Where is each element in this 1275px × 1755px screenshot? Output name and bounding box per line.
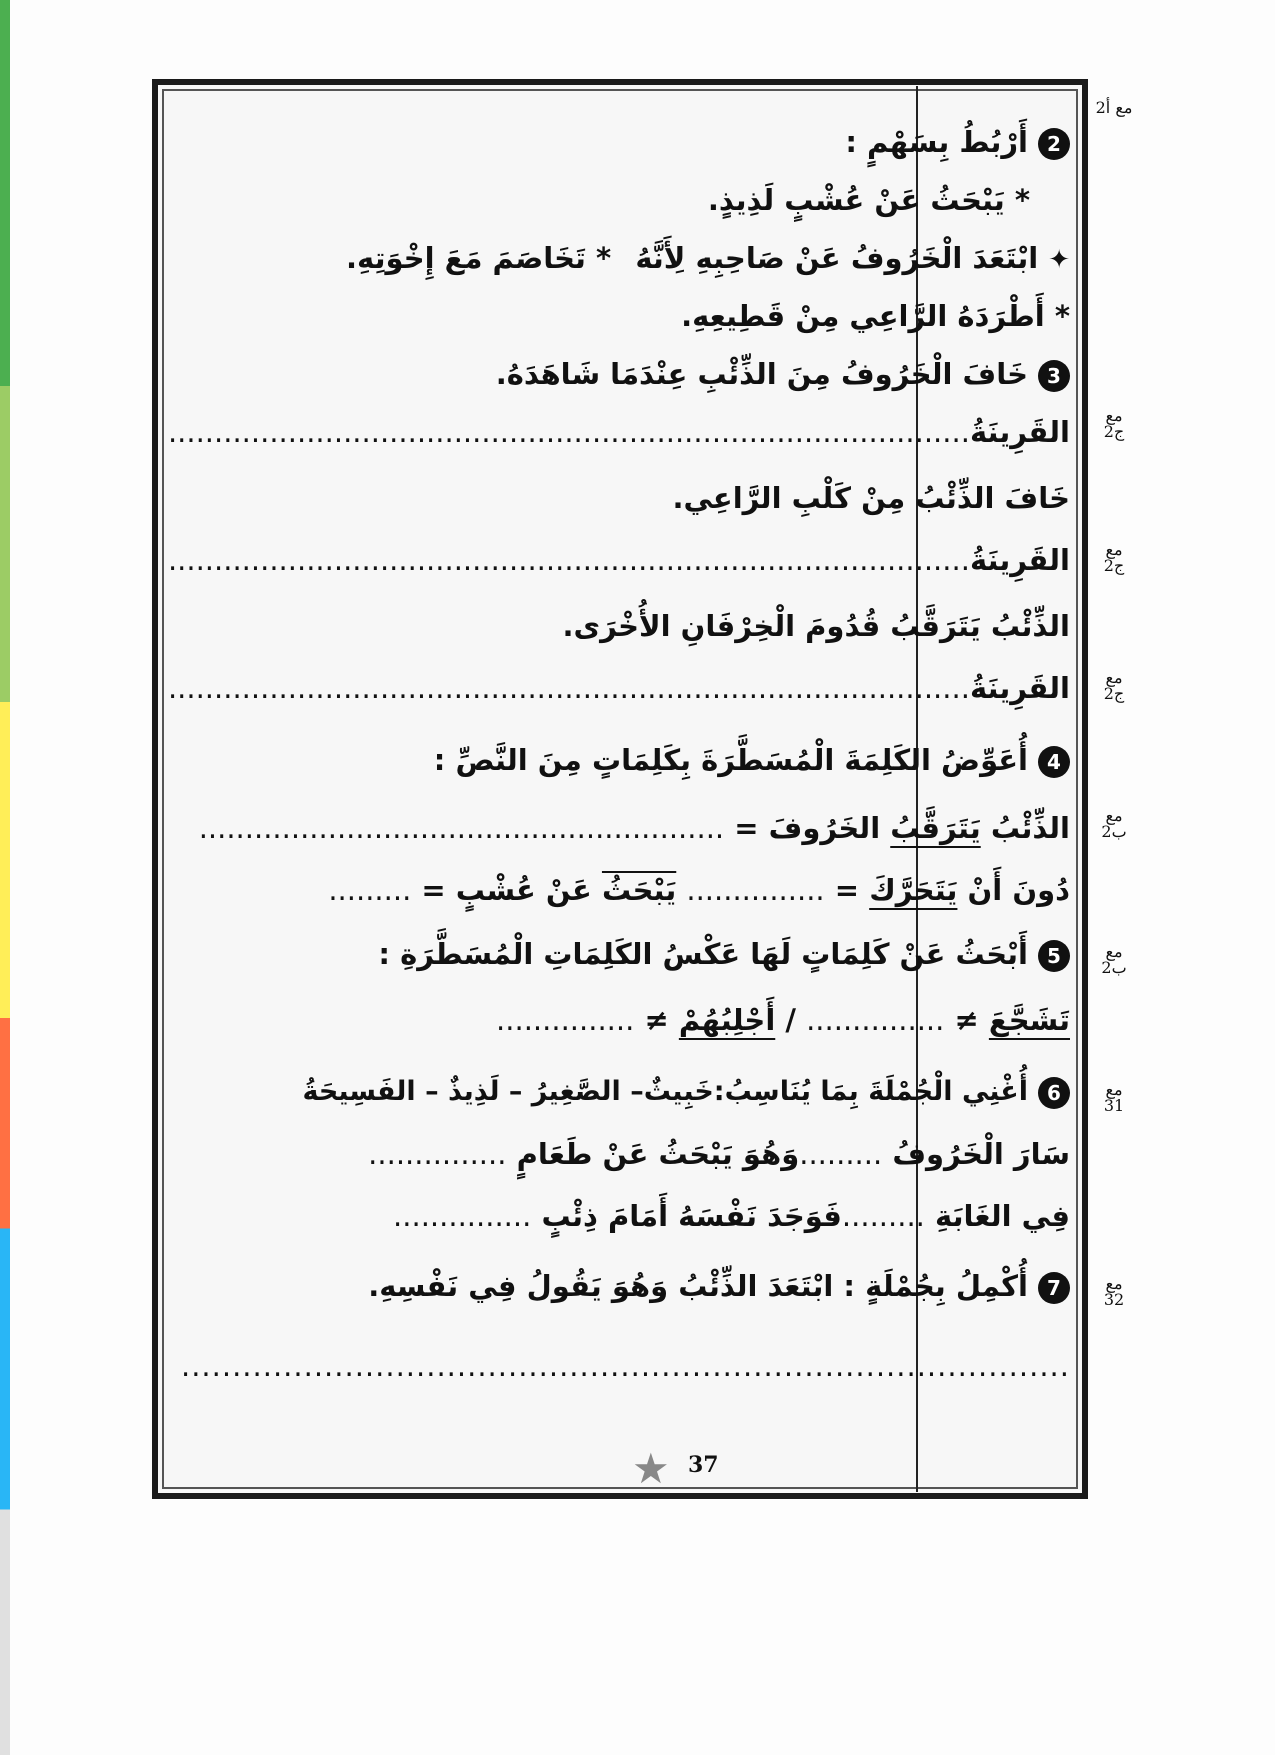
answer-dots[interactable]: ............... <box>686 873 825 907</box>
sentence-word: عَنْ عُشْبٍ = <box>421 873 592 907</box>
margin-code: مع ج2 <box>1103 406 1125 441</box>
answer-dots[interactable]: ......... <box>799 1137 883 1171</box>
answer-dots[interactable]: ......... <box>328 873 412 907</box>
margin-codes <box>1094 92 1134 1492</box>
sentence-text: خَافَ الذِّئْبُ مِنْ كَلْبِ الرَّاعِي. <box>672 481 1070 515</box>
exercise-number-badge: 3 <box>1038 360 1070 392</box>
star-bullet-icon: ✦ <box>1048 245 1070 275</box>
margin-code: مع ب2 <box>1101 942 1127 977</box>
option-text: * يَبْحَثُ عَنْ عُشْبٍ لَذِيذٍ. <box>707 183 1030 217</box>
match-stem: ابْتَعَدَ الْخَرُوفُ عَنْ صَاحِبِهِ لِأَنَّهُ <box>635 241 1039 275</box>
margin-code: مع 32 <box>1103 1274 1125 1309</box>
sentence-text: الذِّئْبُ يَتَرَقَّبُ قُدُومَ الْخِرْفَانِ الأُخْرَى. <box>562 609 1070 643</box>
exercise-3-sentence-2 <box>190 470 1070 526</box>
enrich-row-1[interactable] <box>190 1126 1070 1182</box>
clue-label: القَرِينَةُ <box>969 543 1070 577</box>
sentence-word: الخَرُوفَ = <box>734 811 881 845</box>
clue-label: القَرِينَةُ <box>969 671 1070 705</box>
instruction-text: أُعَوِّضُ الكَلِمَةَ الْمُسَطَّرَةَ بِكَلِمَاتٍ مِنَ النَّصِّ : <box>433 743 1028 777</box>
underlined-word: يَتَحَرَّكَ <box>869 873 958 907</box>
margin-code: مع ب2 <box>1101 806 1127 841</box>
worksheet-content <box>167 92 1070 1472</box>
underlined-word: أَجْلِبُهُمْ <box>678 1003 776 1037</box>
exercise-number-badge: 4 <box>1038 746 1070 778</box>
sentence-text: فَوَجَدَ نَفْسَهُ أَمَامَ ذِئْبٍ <box>541 1199 842 1233</box>
sentence-text: وَهُوَ يَبْحَثُ عَنْ طَعَامٍ <box>516 1137 800 1171</box>
instruction-text: أُغْنِي الْجُمْلَةَ بِمَا يُنَاسِبُ:خَبِيثٌ– الصَّغِيرُ – لَذِيذٌ – الفَسِيحَةُ <box>302 1076 1028 1107</box>
replace-row-1[interactable] <box>190 800 1070 856</box>
clue-row-2[interactable] <box>167 532 1070 588</box>
equals-sign: = <box>834 873 860 907</box>
exercise-number-badge: 2 <box>1038 128 1070 160</box>
answer-dots[interactable]: ............... <box>393 1199 532 1233</box>
answer-dots[interactable]: ....................................................................................... <box>181 1349 1070 1383</box>
match-option-2[interactable]: * تَخَاصَمَ مَعَ إِخْوَتِهِ. <box>346 241 612 275</box>
answer-dots[interactable]: ............... <box>806 1003 945 1037</box>
clue-row-3[interactable] <box>167 660 1070 716</box>
exercise-5-instruction <box>190 926 1070 982</box>
margin-code: مع ج2 <box>1103 540 1125 575</box>
exercise-7-instruction <box>190 1258 1070 1314</box>
answer-dots[interactable]: ............... <box>368 1137 507 1171</box>
antonym-row[interactable] <box>190 992 1070 1048</box>
answer-dots[interactable]: ............... <box>496 1003 635 1037</box>
exercise-number-badge: 6 <box>1038 1077 1070 1109</box>
separator: / <box>785 1003 796 1037</box>
star-mascot-icon: ★ <box>632 1444 670 1493</box>
exercise-6-instruction <box>190 1064 1070 1120</box>
instruction-text: أَبْحَثُ عَنْ كَلِمَاتٍ لَهَا عَكْسُ الكَلِمَاتِ الْمُسَطَّرَةِ : <box>378 937 1028 971</box>
sentence-text: سَارَ الْخَرُوفُ <box>892 1137 1070 1171</box>
page-number: 37 <box>688 1452 719 1478</box>
underlined-word: يَبْحَثُ <box>601 873 677 907</box>
clue-row-1[interactable] <box>167 404 1070 460</box>
sentence-text: فِي الغَابَةِ <box>935 1199 1070 1233</box>
sentence-word: الذِّئْبُ <box>990 811 1070 845</box>
answer-dots[interactable]: ....................................................................................... <box>167 543 970 577</box>
instruction-text: أَرْبُطُ بِسَهْمٍ : <box>845 125 1028 159</box>
exercise-3-sentence-1 <box>190 346 1070 402</box>
enrich-row-2[interactable] <box>190 1188 1070 1244</box>
replace-row-2[interactable] <box>190 862 1070 918</box>
sentence-text: خَافَ الْخَرُوفُ مِنَ الذِّئْبِ عِنْدَمَا شَاهَدَهُ. <box>495 357 1028 391</box>
answer-dots[interactable]: ....................................................................................... <box>167 671 970 705</box>
not-equal-sign: ≠ <box>644 1003 669 1037</box>
exercise-number-badge: 5 <box>1038 940 1070 972</box>
match-option-3[interactable] <box>190 288 1070 344</box>
underlined-word: تَشَجَّعَ <box>988 1003 1070 1037</box>
clue-label: القَرِينَةُ <box>969 415 1070 449</box>
option-text: * أَطْرَدَهُ الرَّاعِي مِنْ قَطِيعِهِ. <box>681 299 1070 333</box>
underlined-word: يَتَرَقَّبُ <box>890 811 981 845</box>
exercise-3-sentence-3 <box>190 598 1070 654</box>
margin-code: مع 31 <box>1103 1080 1125 1115</box>
margin-code: مع ج2 <box>1103 668 1125 703</box>
match-option-1[interactable] <box>190 172 1070 228</box>
exercise-2-instruction <box>190 114 1070 170</box>
margin-code: مع أ2 <box>1095 98 1133 117</box>
not-equal-sign: ≠ <box>954 1003 979 1037</box>
instruction-text: أُكْمِلُ بِجُمْلَةٍ : ابْتَعَدَ الذِّئْبُ وَهُوَ يَقُولُ فِي نَفْسِهِ. <box>368 1269 1028 1303</box>
sentence-word: دُونَ أَنْ <box>967 873 1070 907</box>
match-stem-row <box>190 230 1070 286</box>
exercise-number-badge: 7 <box>1038 1272 1070 1304</box>
answer-dots[interactable]: ......... <box>841 1199 925 1233</box>
answer-dots[interactable]: ....................................................................................... <box>167 415 970 449</box>
page-edge-strip <box>0 0 10 1755</box>
completion-answer-row[interactable] <box>181 1338 1070 1394</box>
answer-dots[interactable]: ......................................................... <box>198 811 725 845</box>
exercise-4-instruction <box>190 732 1070 788</box>
